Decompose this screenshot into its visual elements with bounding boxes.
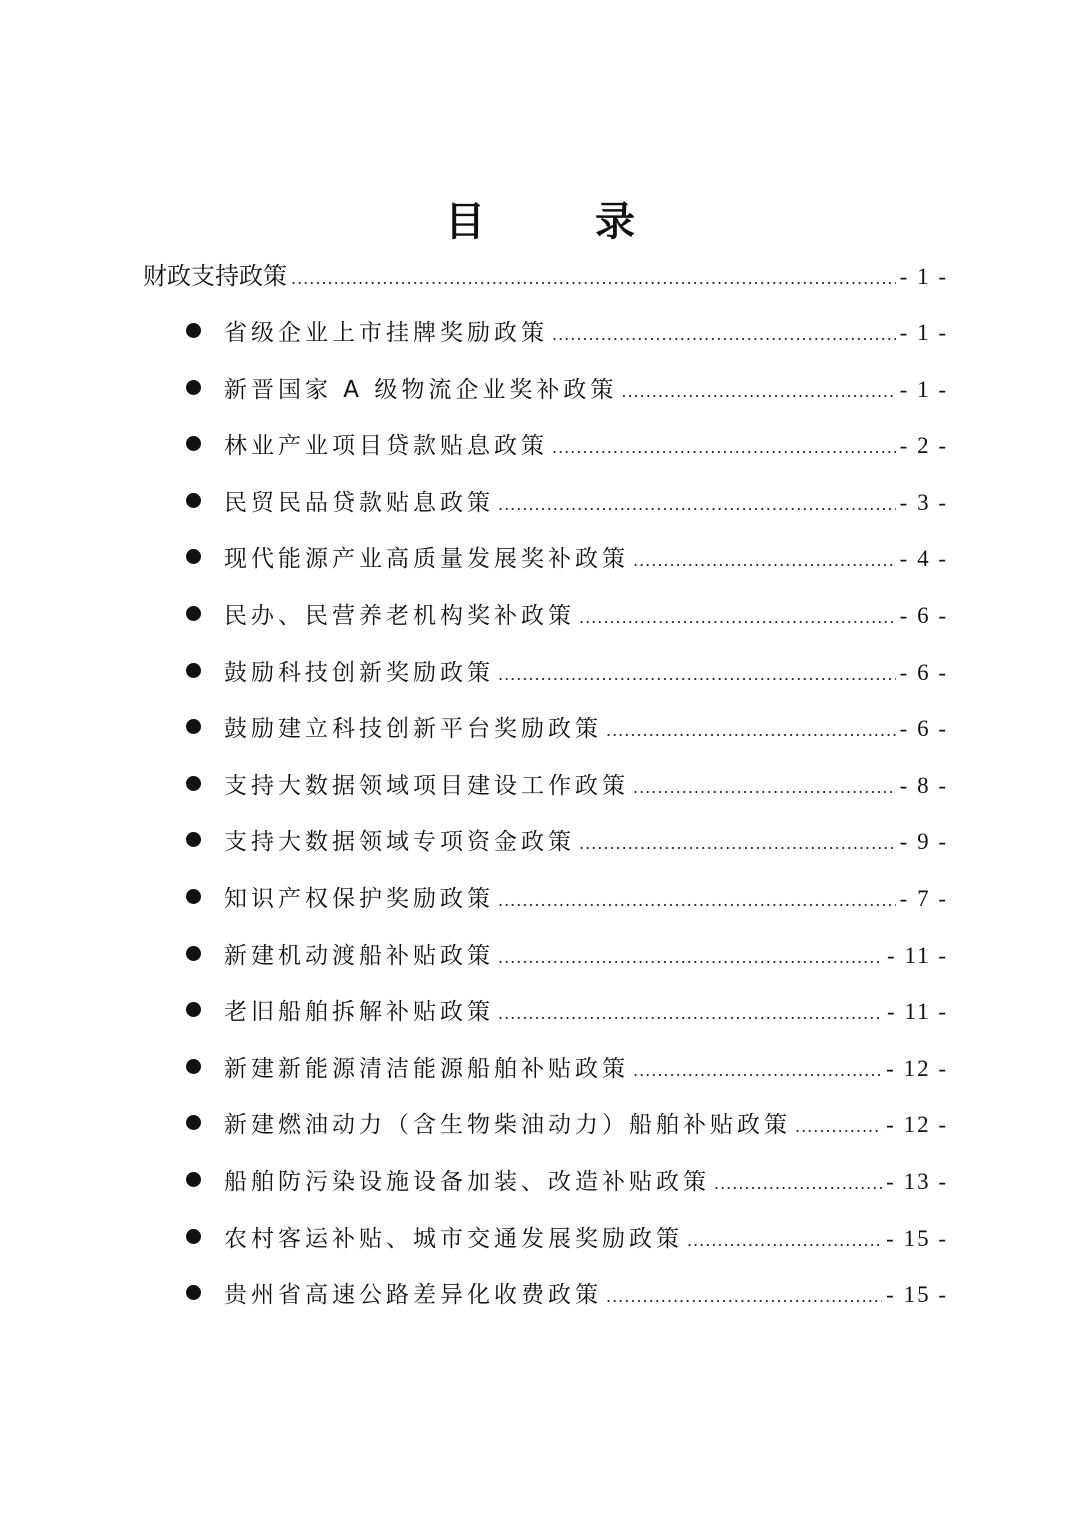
toc-page-number: - 6 - (899, 660, 948, 685)
dot-leader (498, 1004, 883, 1023)
toc-section-label: 财政支持政策 (143, 262, 287, 290)
dot-leader (633, 551, 896, 570)
toc-entry[interactable] (186, 314, 948, 350)
toc-entry-label: 支持大数据领域项目建设工作政策 (224, 773, 629, 799)
dot-leader (795, 1117, 882, 1136)
toc-entry-label: 新晋国家 A 级物流企业奖补政策 (224, 377, 618, 403)
toc-section-entry[interactable] (143, 256, 948, 292)
toc-page-number: - 8 - (899, 773, 948, 798)
bullet-icon (186, 719, 201, 734)
dot-leader (579, 834, 896, 853)
bullet-icon (186, 1229, 201, 1244)
dot-leader (633, 1061, 882, 1080)
bullet-icon (186, 493, 201, 508)
bullet-icon (186, 323, 201, 338)
toc-page-number: - 9 - (899, 829, 948, 854)
toc-page-number: - 11 - (887, 943, 948, 968)
toc-entry[interactable] (186, 993, 948, 1029)
toc-entry-label: 知识产权保护奖励政策 (224, 886, 494, 912)
toc-entry[interactable] (186, 1050, 948, 1086)
toc-entry-label: 新建新能源清洁能源船舶补贴政策 (224, 1056, 629, 1082)
toc-entry-label: 省级企业上市挂牌奖励政策 (224, 320, 548, 346)
bullet-icon (186, 1172, 201, 1187)
toc-page-number: - 11 - (887, 999, 948, 1024)
bullet-icon (186, 606, 201, 621)
dot-leader (633, 778, 896, 797)
dot-leader (498, 495, 896, 514)
dot-leader (498, 948, 883, 967)
toc-entry[interactable] (186, 371, 948, 407)
toc-page-number: - 7 - (899, 886, 948, 911)
toc-entry-label: 民贸民品贷款贴息政策 (224, 490, 494, 516)
dot-leader (552, 325, 896, 344)
toc-entry-label: 民办、民营养老机构奖补政策 (224, 603, 575, 629)
toc-page-number: - 4 - (899, 546, 948, 571)
toc-entry-label: 新建机动渡船补贴政策 (224, 943, 494, 969)
dot-leader (606, 1287, 882, 1306)
toc-entry-label: 现代能源产业高质量发展奖补政策 (224, 546, 629, 572)
dot-leader (606, 721, 896, 740)
dot-leader (552, 438, 896, 457)
toc-entry[interactable] (186, 1106, 948, 1142)
toc-page-number: - 1 - (899, 377, 948, 402)
toc-entry[interactable] (186, 1163, 948, 1199)
toc-entry[interactable] (186, 597, 948, 633)
toc-entry[interactable] (186, 427, 948, 463)
toc-page-number: - 15 - (886, 1282, 948, 1307)
bullet-icon (186, 889, 201, 904)
dot-leader (291, 269, 896, 288)
bullet-icon (186, 549, 201, 564)
toc-page-number: - 15 - (886, 1226, 948, 1251)
toc-entry-label: 农村客运补贴、城市交通发展奖励政策 (224, 1226, 683, 1252)
toc-entry[interactable] (186, 654, 948, 690)
bullet-icon (186, 436, 201, 451)
dot-leader (714, 1174, 882, 1193)
dot-leader (621, 382, 895, 401)
bullet-icon (186, 776, 201, 791)
toc-entry[interactable] (186, 540, 948, 576)
dot-leader (498, 665, 896, 684)
toc-entry-label: 贵州省高速公路差异化收费政策 (224, 1282, 602, 1308)
dot-leader (579, 608, 896, 627)
bullet-icon (186, 1059, 201, 1074)
toc-page-number: - 3 - (899, 490, 948, 515)
toc-page-number: - 12 - (886, 1112, 948, 1137)
bullet-icon (186, 1002, 201, 1017)
toc-title: 目 录 (445, 199, 683, 245)
bullet-icon (186, 663, 201, 678)
toc-page-number: - 13 - (886, 1169, 948, 1194)
toc-page-number: - 6 - (899, 603, 948, 628)
bullet-icon (186, 1285, 201, 1300)
toc-page-number: - 1 - (899, 320, 948, 345)
toc-page-number: - 2 - (899, 433, 948, 458)
toc-page-number: - 12 - (886, 1056, 948, 1081)
toc-entry[interactable] (186, 1276, 948, 1312)
dot-leader (687, 1231, 882, 1250)
bullet-icon (186, 946, 201, 961)
toc-entry[interactable] (186, 937, 948, 973)
toc-entry-label: 鼓励科技创新奖励政策 (224, 660, 494, 686)
toc-entry-label: 船舶防污染设施设备加装、改造补贴政策 (224, 1169, 710, 1195)
toc-entry[interactable] (186, 767, 948, 803)
toc-entry[interactable] (186, 710, 948, 746)
toc-entry-label: 鼓励建立科技创新平台奖励政策 (224, 716, 602, 742)
bullet-icon (186, 1115, 201, 1130)
toc-entry[interactable] (186, 484, 948, 520)
bullet-icon (186, 832, 201, 847)
toc-page-number: - 6 - (899, 716, 948, 741)
toc-entry[interactable] (186, 823, 948, 859)
toc-page-number: - 1 - (899, 264, 948, 289)
toc-entry-label: 支持大数据领域专项资金政策 (224, 829, 575, 855)
toc-entry[interactable] (186, 880, 948, 916)
bullet-icon (186, 380, 201, 395)
toc-entry-label: 林业产业项目贷款贴息政策 (224, 433, 548, 459)
toc-entry-label: 老旧船舶拆解补贴政策 (224, 999, 494, 1025)
toc-entry[interactable] (186, 1220, 948, 1256)
toc-entry-label: 新建燃油动力（含生物柴油动力）船舶补贴政策 (224, 1112, 791, 1138)
dot-leader (498, 891, 896, 910)
